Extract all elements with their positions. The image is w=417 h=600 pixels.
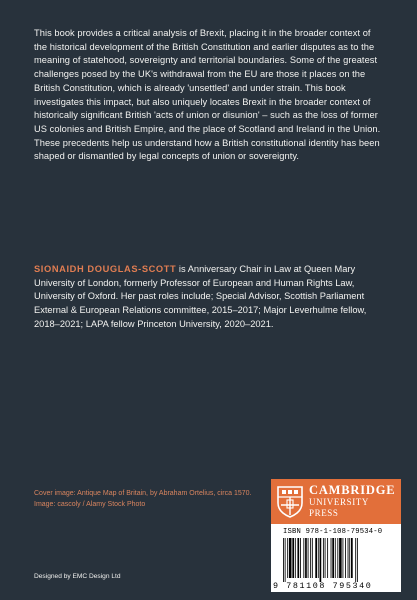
- barcode-bar: [337, 538, 338, 578]
- author-bio-text: is Anniversary Chair in Law at Queen Mary University of London, formerly Professor of European and Human Rights Law, University of Oxford. Her past roles include; Special Advisor, Scottish Parliament External & European Relations committee, 2015–2017; Major Leverhulme fellow, 2018–2021; LAPA fellow Princeton University, 2020–2021.: [34, 264, 367, 329]
- book-blurb: This book provides a critical analysis of Brexit, placing it in the broader context of the historical development of the British Constitution and earlier disputes as to the meaning of statehood, sovereignty and territorial boundaries. Some of the greatest challenges posed by the UK's withdrawal from the EU are those it places on the British Constitution, which is already 'unsettled' and under strain. This book investigates this impact, but also uniquely locates Brexit in the broader context of historically significant British 'acts of union or disunion' – such as the loss of former US colonies and British Empire, and the place of Scotland and Ireland in the Union. These precedents help us understand how a British constitutional identity has been shaped or dismantled by legal concepts of union or sovereignty.: [34, 28, 381, 162]
- barcode-bar: [287, 538, 288, 578]
- barcode-bar: [303, 538, 304, 578]
- barcode-bar: [349, 538, 350, 578]
- barcode-bar: [327, 538, 328, 578]
- barcode-bar: [310, 538, 311, 578]
- barcode-bar: [320, 538, 322, 582]
- barcode-bar: [289, 538, 292, 578]
- barcode-bar: [318, 538, 319, 578]
- barcode-bar: [343, 538, 344, 578]
- barcode-bar: [308, 538, 309, 578]
- barcode-bar: [331, 538, 332, 578]
- publisher-logo: [271, 479, 401, 524]
- barcode-bar: [300, 538, 301, 578]
- barcode-bar: [357, 538, 358, 582]
- barcode-bar: [312, 538, 313, 578]
- barcode-bar: [292, 538, 294, 578]
- barcode-bar: [332, 538, 334, 578]
- barcode-bar: [315, 538, 317, 578]
- barcode-bar: [283, 538, 284, 582]
- barcode-bars: [279, 538, 393, 582]
- barcode-digits: 9 781108 795340: [273, 581, 373, 591]
- barcode-bar: [325, 538, 326, 578]
- barcode-bar: [348, 538, 349, 578]
- barcode-bar: [323, 538, 324, 578]
- cover-image-credit: Cover image: Antique Map of Britain, by Abraham Ortelius, circa 1570. Image: cascoly / Alamy Stock Photo: [34, 490, 252, 508]
- barcode-bar: [305, 538, 307, 578]
- isbn-barcode: [271, 524, 401, 592]
- cambridge-crest-icon: [277, 486, 303, 518]
- barcode-bar: [351, 538, 353, 578]
- barcode-bar: [335, 538, 336, 578]
- publisher-name-line2: UNIVERSITY PRESS: [309, 497, 369, 518]
- barcode-bar: [345, 538, 346, 578]
- barcode-bar: [339, 538, 342, 578]
- barcode-bar: [295, 538, 296, 578]
- barcode-bar: [355, 538, 356, 582]
- isbn-label: ISBN 978-1-108-79534-0: [283, 528, 383, 536]
- publisher-name-line1: CAMBRIDGE: [309, 483, 396, 497]
- author-bio: [34, 263, 386, 332]
- barcode-bar: [285, 538, 286, 582]
- barcode-bar: [297, 538, 299, 578]
- author-name: SIONAIDH DOUGLAS-SCOTT: [34, 264, 177, 274]
- designer-credit: Designed by EMC Design Ltd: [34, 573, 121, 580]
